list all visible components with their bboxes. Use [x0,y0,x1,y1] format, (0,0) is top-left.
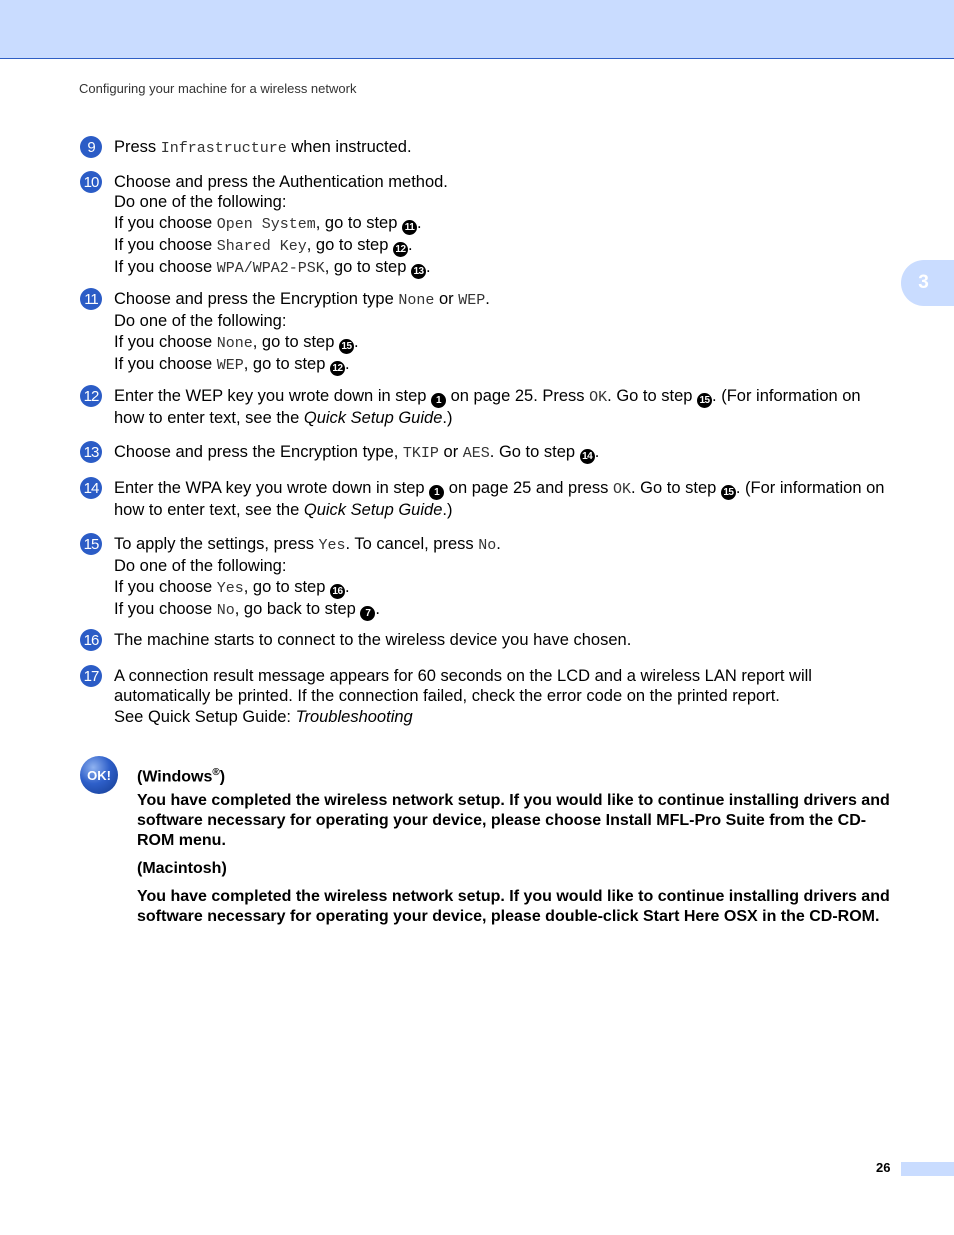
menu-option: Yes [318,537,346,554]
ok-check-icon: OK! [80,756,118,794]
step-reference: 14 [580,449,595,464]
step-number-badge: 12 [80,385,102,407]
step-number-badge: 11 [80,288,102,310]
text: If you choose [114,235,217,254]
chapter-tab: 3 [901,260,954,306]
text: , go back to step [234,599,361,618]
text: , go to step [324,258,411,277]
text: If you choose [114,354,217,373]
text: . [353,332,359,351]
menu-option: WPA/WPA2-PSK [216,260,325,278]
step-number-badge: 13 [80,441,102,463]
step-reference: 15 [339,339,354,354]
registered-mark: ® [212,767,220,778]
text: , go to step [315,213,402,232]
step-text [114,442,890,464]
text: Choose and press the Encryption type [114,290,399,308]
text: on page 25. Press [446,387,590,405]
text: If you choose [114,599,217,618]
text: ) [219,768,226,786]
text: . Go to step [489,443,580,461]
guide-section: Troubleshooting [295,707,413,726]
note-mac-heading: (Macintosh) [137,860,227,877]
text: Enter the WPA key you wrote down in step [114,479,430,497]
text: If you choose [114,577,217,596]
menu-option: WEP [216,356,244,374]
text: . [426,258,431,277]
step-text [114,289,890,376]
text: To apply the settings, press [114,535,319,553]
step-reference: 16 [330,584,345,599]
step-number-badge: 15 [80,533,102,555]
step-number-badge: 17 [80,665,102,687]
step-reference: 7 [360,606,375,621]
step-text [114,172,890,279]
step-text [114,666,890,727]
header-band [0,0,954,59]
menu-option: Open System [216,215,316,233]
step-number-badge: 16 [80,629,102,651]
page-number-bar [901,1162,954,1176]
text: A connection result message appears for 60 seconds on the LCD and a wireless LAN report will automatically be printed. If the connection failed, check the error code on the printed report. [114,667,812,706]
text: , go to step [306,235,393,254]
text: . [417,213,422,232]
menu-option: No [478,537,497,554]
text: . Go to step [631,479,721,497]
page-number: 26 [876,1160,891,1175]
text: . [407,235,413,254]
text: The machine starts to connect to the wireless device you have chosen. [114,631,632,649]
menu-option: AES [462,445,490,462]
menu-option: Shared Key [216,237,307,255]
step-reference: 11 [402,220,417,235]
step-number-badge: 10 [80,171,102,193]
step-reference: 1 [429,485,444,500]
step-number-badge: 14 [80,477,102,499]
text: . [485,290,490,308]
step-number-badge: 9 [80,136,102,158]
menu-option: WEP [458,292,486,309]
step-reference: 12 [330,361,345,376]
step-reference: 13 [411,264,426,279]
text: Do one of the following: [114,193,287,212]
text: .) [442,409,453,428]
text: when instructed. [286,138,412,156]
text: Do one of the following: [114,312,287,331]
step-reference: 12 [393,242,408,257]
step-reference: 15 [721,485,736,500]
step-text [114,630,890,650]
text: If you choose [114,213,217,232]
menu-option: OK [612,481,631,498]
note-windows-heading [137,763,897,787]
text: . (For information on how to enter text, see the [114,479,885,520]
text: on page 25 and press [444,479,613,497]
text: or [438,443,463,461]
menu-option: TKIP [402,445,439,462]
step-text [114,478,890,521]
step-reference: 15 [697,393,712,408]
text: . [375,599,381,618]
running-title: Configuring your machine for a wireless network [79,81,357,96]
menu-option: None [216,334,253,352]
text: If you choose [114,258,217,277]
text: .) [442,501,453,520]
step-text [114,534,890,621]
text: Choose and press the Encryption type, [114,443,403,461]
menu-option: Infrastructure [160,140,287,157]
text: . (For information on how to enter text, see the [114,387,861,428]
text: . [496,535,501,553]
step-text [114,386,890,429]
text: . Go to step [607,387,698,405]
step-text [114,137,890,159]
text: (Windows [137,768,213,786]
text: or [434,290,459,308]
menu-option: OK [589,389,608,406]
menu-option: None [398,292,435,309]
note-windows-text: You have completed the wireless network setup. If you would like to continue installing drivers and software necessary for operating your device, please choose Install MFL-Pro Suite from the CD-ROM menu. [137,792,890,849]
text: . [344,577,350,596]
text: , go to step [243,577,330,596]
text: Choose and press the Authentication method. [114,173,448,191]
text: . [594,443,600,461]
text: , go to step [252,332,339,351]
menu-option: Yes [216,579,244,597]
text: . [344,354,350,373]
menu-option: No [216,601,235,619]
text: If you choose [114,332,217,351]
text: Enter the WEP key you wrote down in step [114,387,432,405]
guide-title: Quick Setup Guide [303,501,443,520]
step-reference: 1 [431,393,446,408]
guide-title: Quick Setup Guide [303,409,443,428]
text: Do one of the following: [114,557,287,576]
text: See Quick Setup Guide: [114,707,296,726]
text: Press [114,138,161,156]
note-mac-text: You have completed the wireless network setup. If you would like to continue installing drivers and software necessary for operating your device, please double-click Start Here OSX in the CD-ROM. [137,888,890,925]
text: . To cancel, press [345,535,479,553]
text: , go to step [243,354,330,373]
